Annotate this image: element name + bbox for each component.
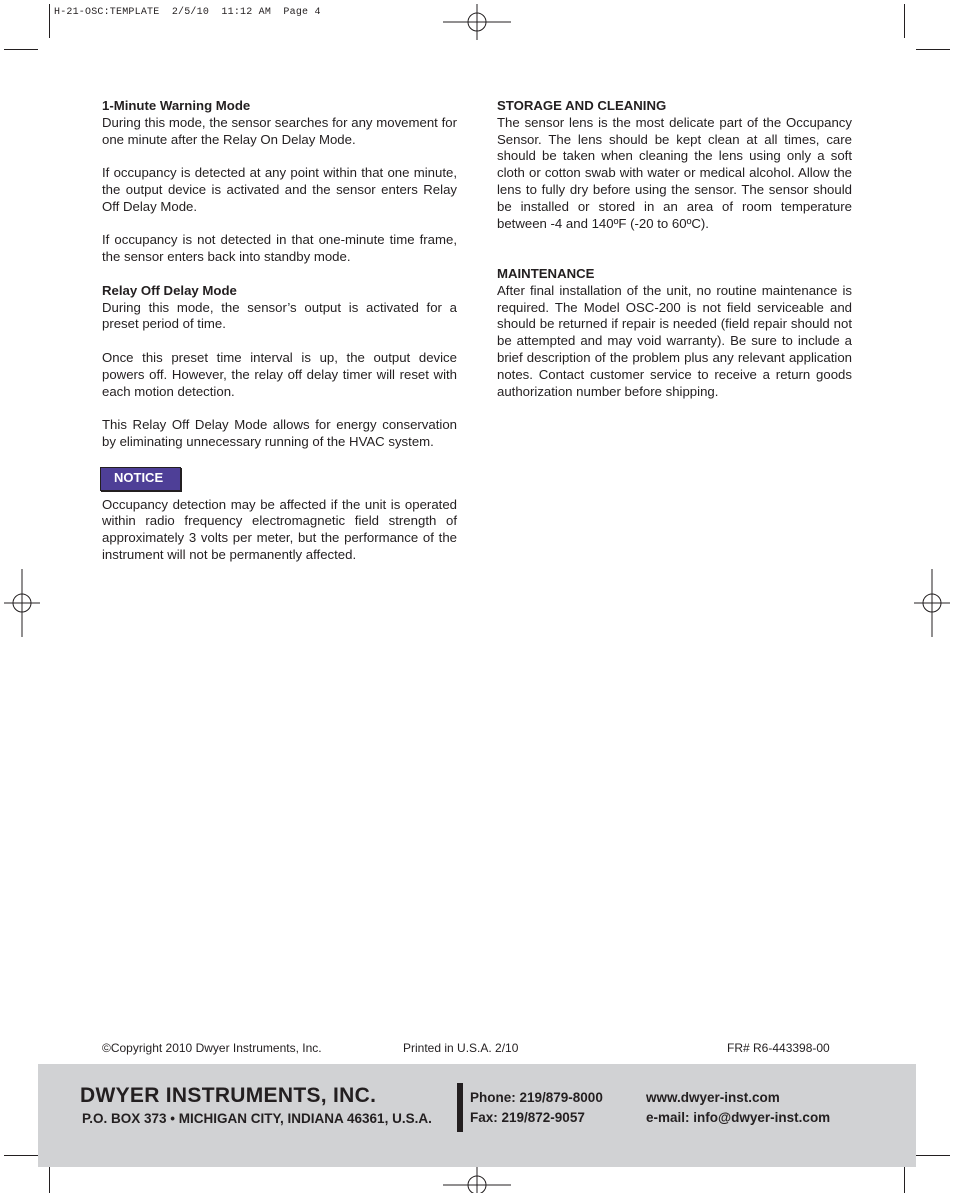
printed-text: Printed in U.S.A. 2/10 [403,1041,519,1055]
relay-off-paragraph-3: This Relay Off Delay Mode allows for energy conservation by eliminating unnecessary running of the HVAC system. [102,417,457,449]
website-link[interactable]: www.dwyer-inst.com [646,1090,780,1105]
company-address: P.O. BOX 373 • MICHIGAN CITY, INDIANA 46361, U.S.A. [82,1111,432,1126]
registration-mark-top-icon [443,4,511,40]
crop-mark-top-right-v [904,4,905,38]
right-column [497,98,852,400]
storage-heading: STORAGE AND CLEANING [497,98,667,113]
crop-mark-bottom-left-h [4,1155,38,1156]
registration-mark-right-icon [914,569,950,637]
email-link[interactable]: e-mail: info@dwyer-inst.com [646,1110,831,1125]
maintenance-text: After final installation of the unit, no routine maintenance is required. The Model OSC-200 is not field serviceable and should be returned if repair is needed (field repair should not be attempted and may void warranty). Be sure to include a brief description of the problem plus any relevant application notes. Contact customer service to receive a return goods authorization number before shipping. [497,282,852,399]
company-name: DWYER INSTRUMENTS, INC. [80,1084,377,1107]
maintenance-heading: MAINTENANCE [497,265,595,281]
phone-number: Phone: 219/879-8000 [470,1090,603,1105]
crop-mark-bottom-left-v [49,1166,50,1193]
relay-off-paragraph-2: Once this preset time interval is up, the output device powers off. However, the relay off delay timer will reset with each motion detection. [102,349,457,399]
warning-mode-paragraph-2: If occupancy is detected at any point within that one minute, the output device is activated and the sensor enters Relay Off Delay Mode. [102,165,457,214]
registration-mark-left-icon [4,569,40,637]
crop-mark-top-left-v [49,4,50,38]
relay-off-paragraph-1: During this mode, the sensor’s output is activated for a preset period of time. [102,299,457,332]
warning-mode-paragraph-1: During this mode, the sensor searches for any movement for one minute after the Relay On Delay Mode. [102,114,457,147]
relay-off-heading: Relay Off Delay Mode [102,282,237,298]
left-column [102,98,457,564]
printer-slug: H-21-OSC:TEMPLATE 2/5/10 11:12 AM Page 4 [54,7,321,18]
registration-mark-bottom-icon [443,1167,511,1193]
crop-mark-bottom-right-v [904,1166,905,1193]
crop-mark-top-left-h [4,49,38,50]
fax-number: Fax: 219/872-9057 [470,1110,585,1125]
divider-bar [457,1083,463,1132]
notice-badge: NOTICE [100,467,181,491]
copyright-text: ©Copyright 2010 Dwyer Instruments, Inc. [102,1041,322,1055]
crop-mark-top-right-h [916,49,950,50]
form-number: FR# R6-443398-00 [727,1041,830,1055]
warning-mode-heading: 1-Minute Warning Mode [102,98,251,113]
notice-text: Occupancy detection may be affected if the unit is operated within radio frequency electromagnetic field strength of approximately 3 volts per meter, but the performance of the instrument will not be permanently affected. [102,496,457,562]
crop-mark-bottom-right-h [916,1155,950,1156]
warning-mode-paragraph-3: If occupancy is not detected in that one-minute time frame, the sensor enters back into standby mode. [102,232,457,265]
storage-text: The sensor lens is the most delicate part of the Occupancy Sensor. The lens should be kept clean at all times, care should be taken when cleaning the lens using only a soft cloth or cotton swab with water or medical alcohol. Allow the lens to fully dry before using the sensor. The sensor should be installed or stored in an area of room temperature between -4 and 140ºF (-20 to 60ºC). [497,114,852,231]
